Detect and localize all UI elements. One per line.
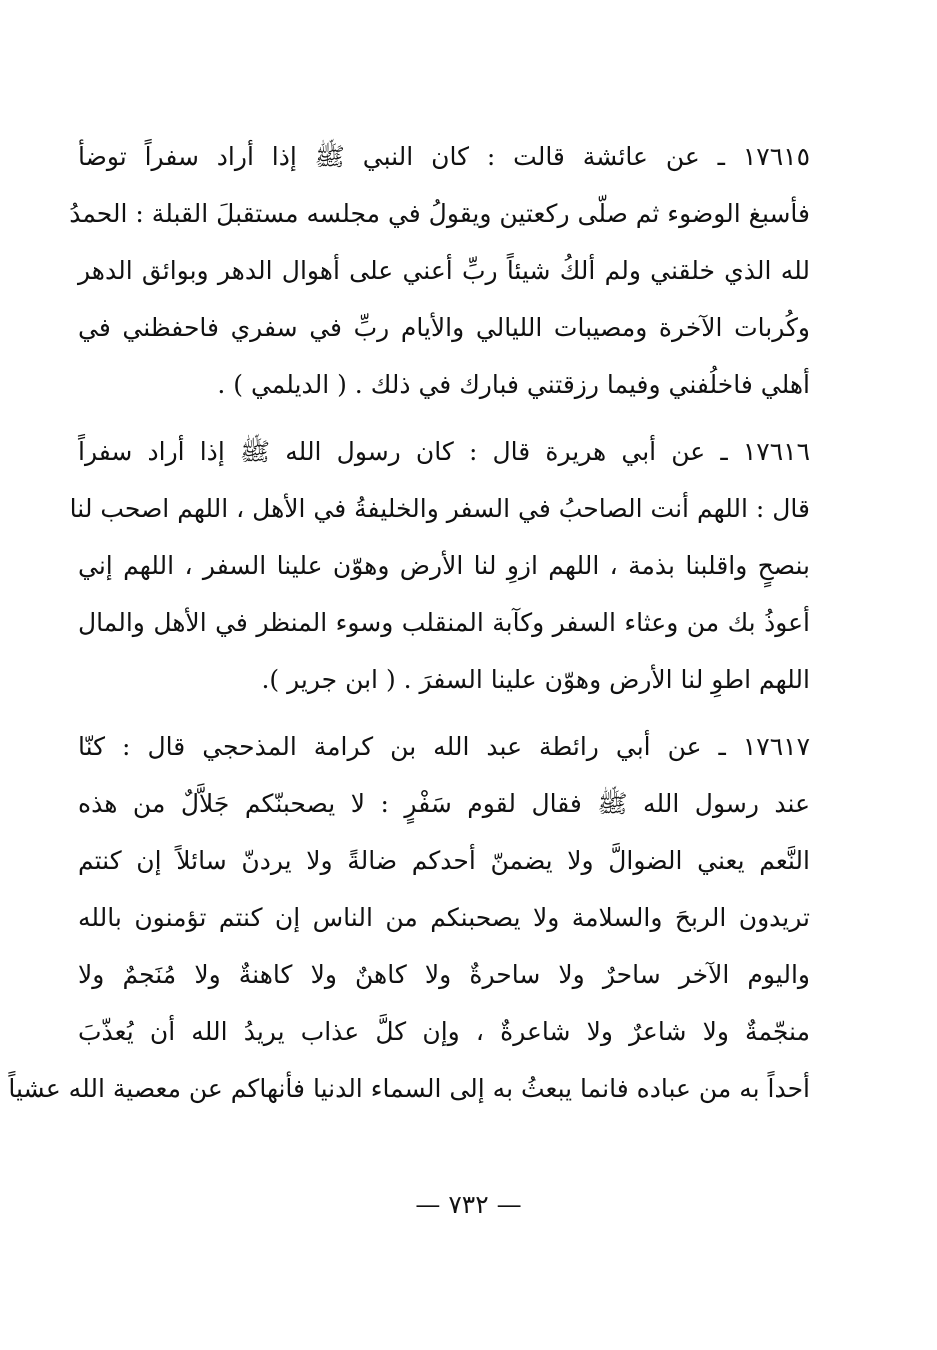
text-line: منجّمةٌ ولا شاعرٌ ولا شاعرةٌ ، وإن كلَّ عذاب يريدُ الله أن يُعذّبَ [78, 1017, 810, 1046]
hadith-entry-17616 [69, 423, 810, 708]
text-line: أحداً به من عباده فانما يبعثُ به إلى السماء الدنيا فأنهاكم عن معصية الله عشياً [8, 1074, 810, 1103]
text-line: ١٧٦١٥ ـ عن عائشة قالت : كان النبي ﷺ إذا أراد سفراً توضأ [78, 142, 810, 171]
text-line: ١٧٦١٧ ـ عن أبي رائطة عبد الله بن كرامة المذحجي قال : كنّا [78, 732, 810, 761]
text-line: قال : اللهم أنت الصاحبُ في السفر والخليفةُ في الأهل ، اللهم اصحب لنا [69, 494, 810, 523]
text-line: لله الذي خلقني ولم ألكُ شيئاً ربِّ أعني على أهوال الدهر وبوائق الدهر [78, 256, 810, 285]
text-line: النَّعم يعني الضوالَّ ولا يضمنّ أحدكم ضالةً ولا يردنّ سائلاً إن كنتم [78, 846, 810, 875]
text-line: واليوم الآخر ساحرٌ ولا ساحرةٌ ولا كاهنٌ ولا كاهنةٌ ولا مُنَجمٌ ولا [78, 960, 810, 989]
text-line: وكُربات الآخرة ومصيبات الليالي والأيام ربِّ في سفري فاحفظني في [78, 313, 810, 342]
text-line: أهلي فاخلُفني وفيما رزقتني فبارك في ذلك . ( الديلمي ) . [217, 370, 810, 399]
page-number: — ٧٣٢ — [415, 1190, 522, 1219]
page-body [8, 128, 810, 1117]
text-line: ١٧٦١٦ ـ عن أبي هريرة قال : كان رسول الله ﷺ إذا أراد سفراً [78, 437, 810, 466]
text-line: فأسبغ الوضوء ثم صلّى ركعتين ويقولُ في مجلسه مستقبلَ القبلة : الحمدُ [69, 199, 810, 228]
text-line: تريدون الربحَ والسلامة ولا يصحبنكم من الناس إن كنتم تؤمنون بالله [78, 903, 810, 932]
text-line: أعوذُ بك من وعثاء السفر وكآبة المنقلب وسوء المنظر في الأهل والمال [78, 608, 810, 637]
hadith-entry-17615 [69, 128, 810, 413]
text-line: عند رسول الله ﷺ فقال لقوم سَفْرٍ : لا يصحبنّكم جَلاَّلٌ من هذه [78, 789, 810, 818]
text-line: اللهم اطوِ لنا الأرض وهوّن علينا السفرَ . ( ابن جرير ). [261, 665, 810, 694]
hadith-entry-17617 [8, 718, 810, 1117]
text-line: بنصحٍ واقلبنا بذمة ، اللهم ازوِ لنا الأرض وهوّن علينا السفر ، اللهم إني [78, 551, 810, 580]
